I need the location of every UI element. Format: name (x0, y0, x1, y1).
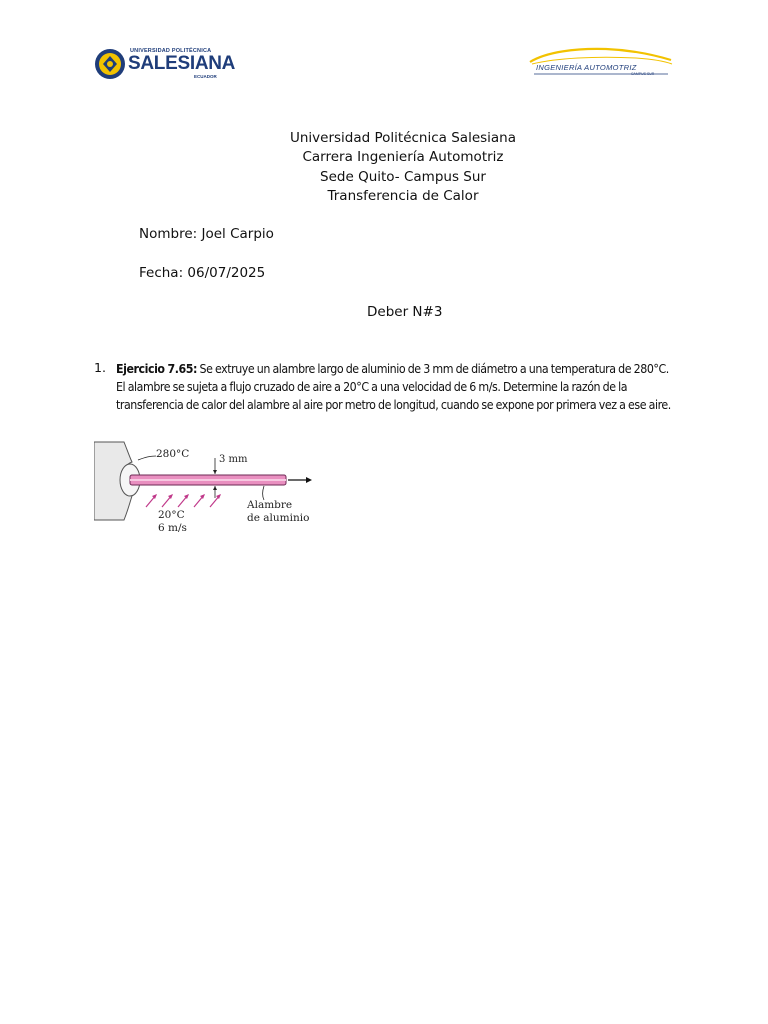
air-temp-label: 20°C (158, 509, 185, 521)
automotive-brand-text: INGENIERÍA AUTOMOTRIZ (536, 63, 637, 72)
student-name: Nombre: Joel Carpio (139, 226, 274, 242)
course-name: Transferencia de Calor (327, 188, 479, 204)
career-name: Carrera Ingeniería Automotriz (302, 149, 504, 165)
material-leader (263, 486, 265, 500)
campus-name: Sede Quito- Campus Sur (320, 169, 486, 185)
wire-figure (94, 440, 324, 540)
material-label-line2: de aluminio (247, 512, 310, 524)
ups-seal-icon (94, 48, 126, 80)
exercise-body: Se extruye un alambre largo de aluminio de 3 mm de diámetro a una temperatura de 280°C. El alambre se sujeta a flujo cruzado de aire a 20°C a una velocidad de 6 m/s. Determine la razón de la transferencia de calor del alambre al aire por metro de longitud, cuando se expone por primera vez a ese aire. (116, 362, 671, 412)
automotive-brand-sub: CAMPUS SUR (631, 72, 655, 76)
logo-sub-text: ECUADOR (194, 74, 217, 79)
temp-leader (138, 456, 156, 460)
material-label-line1: Alambre (247, 499, 293, 511)
air-speed-label: 6 m/s (158, 522, 187, 534)
automotive-logo (526, 44, 676, 82)
wire-diagram (94, 440, 324, 540)
university-name: Universidad Politécnica Salesiana (289, 130, 517, 146)
motion-arrowhead (306, 477, 312, 483)
homework-title: Deber N#3 (367, 304, 443, 320)
airflow-arrows (146, 494, 221, 507)
exercise-statement (116, 360, 676, 414)
exercise-number: 1. (94, 360, 107, 375)
exercise-label: Ejercicio 7.65: (116, 362, 197, 376)
wire-temp-label: 280°C (156, 448, 190, 460)
submission-date: Fecha: 06/07/2025 (139, 265, 266, 281)
ups-logo (94, 46, 236, 82)
logo-main-text: SALESIANA (128, 53, 236, 74)
diameter-label: 3 mm (219, 454, 248, 465)
logo-top-text: UNIVERSIDAD POLITÉCNICA (130, 48, 212, 54)
